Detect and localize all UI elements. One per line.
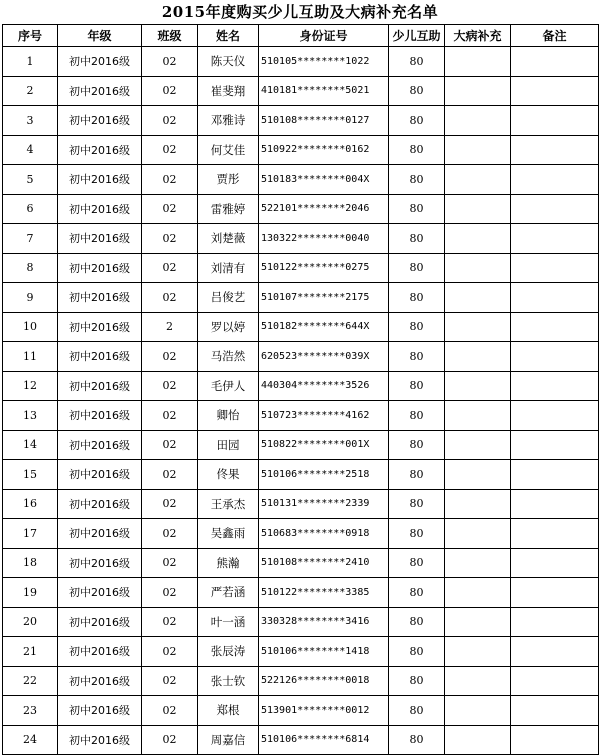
table-row bbox=[3, 548, 599, 578]
cell-name: 张辰涛 bbox=[198, 637, 259, 667]
cell-class: 2 bbox=[142, 312, 198, 342]
cell-critical-illness bbox=[445, 637, 511, 667]
cell-grade: 初中2016级 bbox=[58, 696, 142, 726]
header-critical-illness: 大病补充 bbox=[445, 25, 511, 47]
cell-critical-illness bbox=[445, 430, 511, 460]
cell-critical-illness bbox=[445, 489, 511, 519]
cell-seq: 10 bbox=[3, 312, 58, 342]
cell-child-mutual-aid: 80 bbox=[389, 76, 445, 106]
cell-seq: 9 bbox=[3, 283, 58, 313]
cell-id-number: 330328********3416 bbox=[259, 607, 389, 637]
table-row bbox=[3, 666, 599, 696]
cell-remarks bbox=[511, 401, 599, 431]
cell-child-mutual-aid: 80 bbox=[389, 283, 445, 313]
cell-grade: 初中2016级 bbox=[58, 47, 142, 77]
cell-critical-illness bbox=[445, 194, 511, 224]
cell-name: 叶一涵 bbox=[198, 607, 259, 637]
cell-seq: 12 bbox=[3, 371, 58, 401]
cell-class: 02 bbox=[142, 607, 198, 637]
cell-critical-illness bbox=[445, 607, 511, 637]
cell-class: 02 bbox=[142, 194, 198, 224]
cell-grade: 初中2016级 bbox=[58, 106, 142, 136]
table-row bbox=[3, 460, 599, 490]
cell-seq: 15 bbox=[3, 460, 58, 490]
cell-seq: 17 bbox=[3, 519, 58, 549]
cell-child-mutual-aid: 80 bbox=[389, 430, 445, 460]
cell-class: 02 bbox=[142, 106, 198, 136]
cell-child-mutual-aid: 80 bbox=[389, 666, 445, 696]
cell-class: 02 bbox=[142, 637, 198, 667]
cell-seq: 5 bbox=[3, 165, 58, 195]
table-row bbox=[3, 312, 599, 342]
cell-remarks bbox=[511, 253, 599, 283]
cell-critical-illness bbox=[445, 106, 511, 136]
cell-class: 02 bbox=[142, 430, 198, 460]
cell-critical-illness bbox=[445, 253, 511, 283]
cell-id-number: 510106********1418 bbox=[259, 637, 389, 667]
cell-name: 田园 bbox=[198, 430, 259, 460]
cell-name: 雷雅婷 bbox=[198, 194, 259, 224]
cell-critical-illness bbox=[445, 283, 511, 313]
cell-class: 02 bbox=[142, 47, 198, 77]
cell-seq: 3 bbox=[3, 106, 58, 136]
table-row bbox=[3, 253, 599, 283]
cell-name: 张士钦 bbox=[198, 666, 259, 696]
cell-remarks bbox=[511, 47, 599, 77]
table-row bbox=[3, 106, 599, 136]
cell-grade: 初中2016级 bbox=[58, 548, 142, 578]
cell-seq: 14 bbox=[3, 430, 58, 460]
cell-child-mutual-aid: 80 bbox=[389, 47, 445, 77]
cell-seq: 21 bbox=[3, 637, 58, 667]
cell-grade: 初中2016级 bbox=[58, 725, 142, 755]
cell-id-number: 440304********3526 bbox=[259, 371, 389, 401]
cell-child-mutual-aid: 80 bbox=[389, 312, 445, 342]
cell-remarks bbox=[511, 224, 599, 254]
cell-remarks bbox=[511, 548, 599, 578]
cell-class: 02 bbox=[142, 224, 198, 254]
cell-id-number: 620523********039X bbox=[259, 342, 389, 372]
cell-remarks bbox=[511, 489, 599, 519]
cell-name: 吴鑫雨 bbox=[198, 519, 259, 549]
cell-grade: 初中2016级 bbox=[58, 342, 142, 372]
header-remarks: 备注 bbox=[511, 25, 599, 47]
cell-seq: 1 bbox=[3, 47, 58, 77]
cell-grade: 初中2016级 bbox=[58, 253, 142, 283]
cell-grade: 初中2016级 bbox=[58, 165, 142, 195]
cell-class: 02 bbox=[142, 666, 198, 696]
cell-remarks bbox=[511, 460, 599, 490]
cell-remarks bbox=[511, 430, 599, 460]
cell-child-mutual-aid: 80 bbox=[389, 371, 445, 401]
cell-child-mutual-aid: 80 bbox=[389, 135, 445, 165]
cell-grade: 初中2016级 bbox=[58, 489, 142, 519]
cell-remarks bbox=[511, 194, 599, 224]
cell-name: 佟果 bbox=[198, 460, 259, 490]
cell-critical-illness bbox=[445, 696, 511, 726]
cell-class: 02 bbox=[142, 548, 198, 578]
cell-name: 严若涵 bbox=[198, 578, 259, 608]
cell-seq: 13 bbox=[3, 401, 58, 431]
cell-remarks bbox=[511, 696, 599, 726]
cell-id-number: 510122********3385 bbox=[259, 578, 389, 608]
table-row bbox=[3, 401, 599, 431]
cell-remarks bbox=[511, 76, 599, 106]
cell-grade: 初中2016级 bbox=[58, 224, 142, 254]
cell-remarks bbox=[511, 637, 599, 667]
cell-class: 02 bbox=[142, 135, 198, 165]
cell-child-mutual-aid: 80 bbox=[389, 165, 445, 195]
header-child-mutual-aid: 少儿互助 bbox=[389, 25, 445, 47]
cell-critical-illness bbox=[445, 165, 511, 195]
table-row bbox=[3, 135, 599, 165]
cell-name: 罗以婷 bbox=[198, 312, 259, 342]
header-name: 姓名 bbox=[198, 25, 259, 47]
cell-id-number: 510107********2175 bbox=[259, 283, 389, 313]
table-row bbox=[3, 637, 599, 667]
header-seq: 序号 bbox=[3, 25, 58, 47]
cell-child-mutual-aid: 80 bbox=[389, 548, 445, 578]
cell-critical-illness bbox=[445, 519, 511, 549]
cell-grade: 初中2016级 bbox=[58, 76, 142, 106]
cell-child-mutual-aid: 80 bbox=[389, 607, 445, 637]
cell-grade: 初中2016级 bbox=[58, 401, 142, 431]
cell-seq: 2 bbox=[3, 76, 58, 106]
table-row bbox=[3, 224, 599, 254]
table-row bbox=[3, 342, 599, 372]
cell-seq: 18 bbox=[3, 548, 58, 578]
cell-remarks bbox=[511, 578, 599, 608]
cell-grade: 初中2016级 bbox=[58, 312, 142, 342]
cell-id-number: 510106********6814 bbox=[259, 725, 389, 755]
cell-id-number: 510922********0162 bbox=[259, 135, 389, 165]
cell-class: 02 bbox=[142, 371, 198, 401]
cell-critical-illness bbox=[445, 47, 511, 77]
cell-critical-illness bbox=[445, 312, 511, 342]
cell-seq: 7 bbox=[3, 224, 58, 254]
cell-name: 贾彤 bbox=[198, 165, 259, 195]
cell-name: 周嘉信 bbox=[198, 725, 259, 755]
cell-name: 刘清有 bbox=[198, 253, 259, 283]
table-row bbox=[3, 371, 599, 401]
table-row bbox=[3, 489, 599, 519]
cell-id-number: 510108********0127 bbox=[259, 106, 389, 136]
cell-name: 卿怡 bbox=[198, 401, 259, 431]
cell-seq: 22 bbox=[3, 666, 58, 696]
cell-critical-illness bbox=[445, 725, 511, 755]
cell-grade: 初中2016级 bbox=[58, 607, 142, 637]
cell-id-number: 510131********2339 bbox=[259, 489, 389, 519]
cell-class: 02 bbox=[142, 519, 198, 549]
cell-critical-illness bbox=[445, 401, 511, 431]
cell-id-number: 510122********0275 bbox=[259, 253, 389, 283]
cell-name: 郑根 bbox=[198, 696, 259, 726]
cell-child-mutual-aid: 80 bbox=[389, 194, 445, 224]
cell-seq: 11 bbox=[3, 342, 58, 372]
table-row bbox=[3, 696, 599, 726]
cell-class: 02 bbox=[142, 342, 198, 372]
cell-child-mutual-aid: 80 bbox=[389, 253, 445, 283]
table-row bbox=[3, 519, 599, 549]
roster-table bbox=[2, 24, 599, 755]
cell-class: 02 bbox=[142, 460, 198, 490]
cell-critical-illness bbox=[445, 76, 511, 106]
cell-child-mutual-aid: 80 bbox=[389, 106, 445, 136]
cell-seq: 19 bbox=[3, 578, 58, 608]
cell-id-number: 510108********2410 bbox=[259, 548, 389, 578]
cell-class: 02 bbox=[142, 578, 198, 608]
cell-critical-illness bbox=[445, 342, 511, 372]
cell-class: 02 bbox=[142, 725, 198, 755]
cell-seq: 23 bbox=[3, 696, 58, 726]
cell-seq: 24 bbox=[3, 725, 58, 755]
table-row bbox=[3, 430, 599, 460]
cell-critical-illness bbox=[445, 578, 511, 608]
cell-remarks bbox=[511, 607, 599, 637]
cell-remarks bbox=[511, 106, 599, 136]
table-row bbox=[3, 194, 599, 224]
cell-class: 02 bbox=[142, 401, 198, 431]
table-row bbox=[3, 283, 599, 313]
table-row bbox=[3, 725, 599, 755]
cell-id-number: 513901********0012 bbox=[259, 696, 389, 726]
cell-remarks bbox=[511, 519, 599, 549]
cell-id-number: 510106********2518 bbox=[259, 460, 389, 490]
page-title: 2015年度购买少儿互助及大病补充名单 bbox=[161, 3, 439, 21]
cell-child-mutual-aid: 80 bbox=[389, 342, 445, 372]
cell-name: 陈天仪 bbox=[198, 47, 259, 77]
cell-id-number: 510182********644X bbox=[259, 312, 389, 342]
cell-name: 马浩然 bbox=[198, 342, 259, 372]
cell-id-number: 130322********0040 bbox=[259, 224, 389, 254]
cell-seq: 6 bbox=[3, 194, 58, 224]
cell-name: 熊瀚 bbox=[198, 548, 259, 578]
cell-child-mutual-aid: 80 bbox=[389, 637, 445, 667]
cell-remarks bbox=[511, 135, 599, 165]
cell-remarks bbox=[511, 165, 599, 195]
cell-id-number: 510723********4162 bbox=[259, 401, 389, 431]
cell-child-mutual-aid: 80 bbox=[389, 578, 445, 608]
table-row bbox=[3, 76, 599, 106]
header-class: 班级 bbox=[142, 25, 198, 47]
cell-class: 02 bbox=[142, 696, 198, 726]
cell-name: 毛伊人 bbox=[198, 371, 259, 401]
cell-grade: 初中2016级 bbox=[58, 637, 142, 667]
cell-grade: 初中2016级 bbox=[58, 578, 142, 608]
cell-grade: 初中2016级 bbox=[58, 519, 142, 549]
cell-id-number: 510683********0918 bbox=[259, 519, 389, 549]
cell-name: 何艾佳 bbox=[198, 135, 259, 165]
cell-id-number: 510105********1022 bbox=[259, 47, 389, 77]
cell-child-mutual-aid: 80 bbox=[389, 725, 445, 755]
table-row bbox=[3, 578, 599, 608]
cell-class: 02 bbox=[142, 253, 198, 283]
table-row bbox=[3, 165, 599, 195]
cell-remarks bbox=[511, 283, 599, 313]
cell-child-mutual-aid: 80 bbox=[389, 696, 445, 726]
cell-remarks bbox=[511, 666, 599, 696]
cell-id-number: 522126********0018 bbox=[259, 666, 389, 696]
cell-seq: 8 bbox=[3, 253, 58, 283]
cell-name: 吕俊艺 bbox=[198, 283, 259, 313]
cell-name: 邓雅诗 bbox=[198, 106, 259, 136]
cell-remarks bbox=[511, 342, 599, 372]
cell-remarks bbox=[511, 371, 599, 401]
cell-critical-illness bbox=[445, 666, 511, 696]
cell-critical-illness bbox=[445, 135, 511, 165]
cell-class: 02 bbox=[142, 283, 198, 313]
cell-grade: 初中2016级 bbox=[58, 135, 142, 165]
cell-id-number: 510822********001X bbox=[259, 430, 389, 460]
table-row bbox=[3, 607, 599, 637]
header-id-number: 身份证号 bbox=[259, 25, 389, 47]
cell-grade: 初中2016级 bbox=[58, 371, 142, 401]
cell-grade: 初中2016级 bbox=[58, 283, 142, 313]
cell-class: 02 bbox=[142, 489, 198, 519]
roster-body bbox=[3, 47, 599, 755]
cell-id-number: 510183********004X bbox=[259, 165, 389, 195]
cell-remarks bbox=[511, 725, 599, 755]
cell-name: 刘楚薇 bbox=[198, 224, 259, 254]
header-row bbox=[3, 25, 599, 47]
cell-seq: 20 bbox=[3, 607, 58, 637]
cell-grade: 初中2016级 bbox=[58, 460, 142, 490]
cell-child-mutual-aid: 80 bbox=[389, 224, 445, 254]
cell-grade: 初中2016级 bbox=[58, 194, 142, 224]
cell-child-mutual-aid: 80 bbox=[389, 489, 445, 519]
cell-critical-illness bbox=[445, 460, 511, 490]
cell-id-number: 410181********5021 bbox=[259, 76, 389, 106]
cell-id-number: 522101********2046 bbox=[259, 194, 389, 224]
cell-critical-illness bbox=[445, 224, 511, 254]
cell-child-mutual-aid: 80 bbox=[389, 460, 445, 490]
cell-seq: 4 bbox=[3, 135, 58, 165]
header-grade: 年级 bbox=[58, 25, 142, 47]
cell-remarks bbox=[511, 312, 599, 342]
cell-class: 02 bbox=[142, 165, 198, 195]
cell-child-mutual-aid: 80 bbox=[389, 401, 445, 431]
cell-critical-illness bbox=[445, 548, 511, 578]
cell-seq: 16 bbox=[3, 489, 58, 519]
cell-class: 02 bbox=[142, 76, 198, 106]
cell-grade: 初中2016级 bbox=[58, 666, 142, 696]
cell-name: 王承杰 bbox=[198, 489, 259, 519]
table-row bbox=[3, 47, 599, 77]
cell-child-mutual-aid: 80 bbox=[389, 519, 445, 549]
cell-critical-illness bbox=[445, 371, 511, 401]
cell-grade: 初中2016级 bbox=[58, 430, 142, 460]
cell-name: 崔斐翔 bbox=[198, 76, 259, 106]
